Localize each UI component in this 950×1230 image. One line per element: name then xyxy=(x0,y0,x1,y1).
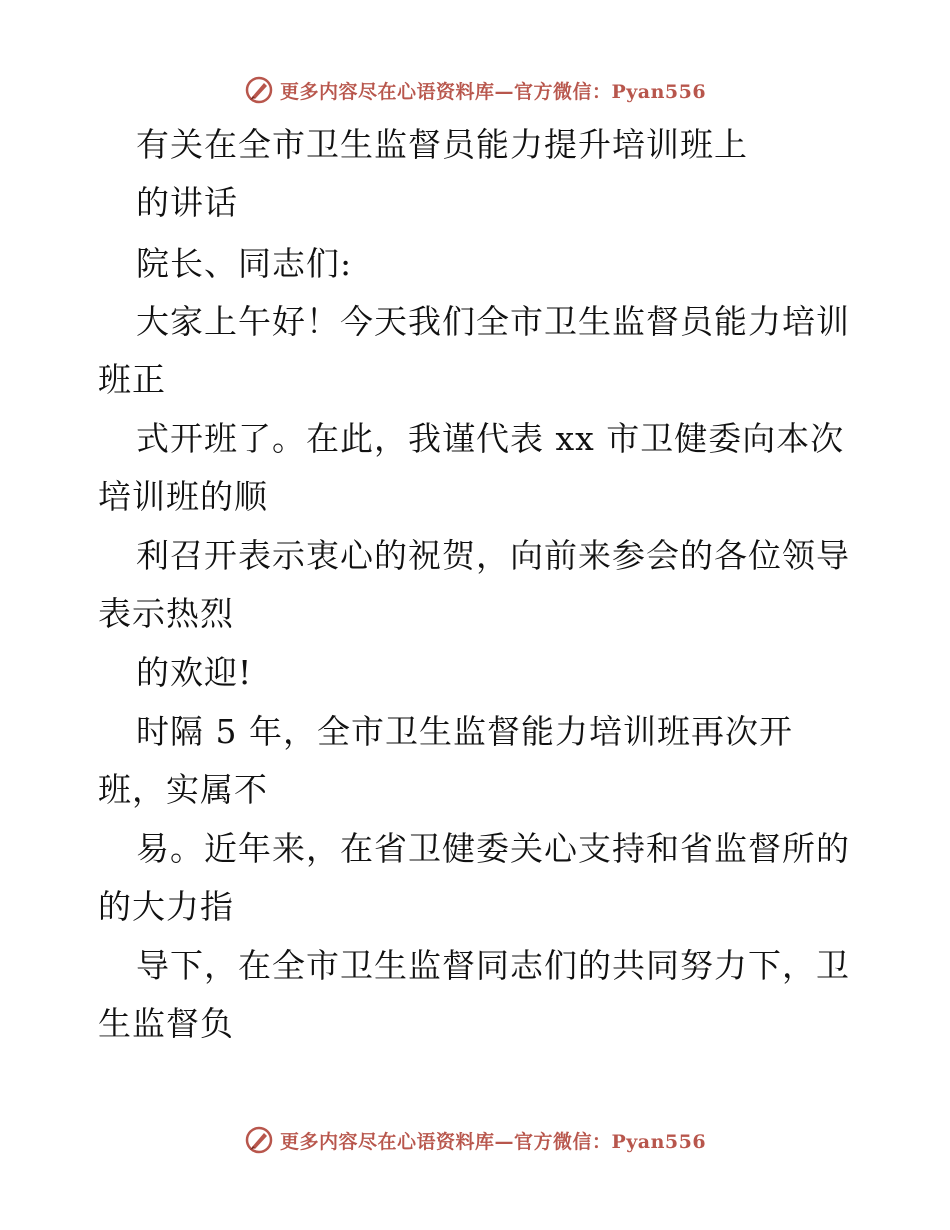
body-line: 式开班了。在此，我谨代表 xx 市卫健委向本次 xyxy=(136,419,845,458)
title-line-2: 的讲话 xyxy=(136,183,238,222)
body-line: 时隔 5 年，全市卫生监督能力培训班再次开 xyxy=(136,712,793,751)
salutation: 院长、同志们: xyxy=(136,244,353,283)
title-line-1: 有关在全市卫生监督员能力提升培训班上 xyxy=(136,125,748,164)
banner-text: 更多内容尽在心语资料库—官方微信：Pyan556 xyxy=(279,80,707,103)
body-line: 培训班的顺 xyxy=(98,477,268,516)
pen-circle-icon xyxy=(244,1125,274,1155)
body-line: 利召开表示衷心的祝贺，向前来参会的各位领导 xyxy=(136,536,850,575)
body-line: 的大力指 xyxy=(98,887,234,926)
body-line: 表示热烈 xyxy=(98,594,234,633)
body-line: 导下，在全市卫生监督同志们的共同努力下，卫 xyxy=(136,946,850,985)
body-line: 生监督负 xyxy=(98,1004,234,1043)
body-line: 班，实属不 xyxy=(98,770,268,809)
body-line: 易。近年来，在省卫健委关心支持和省监督所的 xyxy=(136,829,850,868)
body-line: 班正 xyxy=(98,360,166,399)
banner-text: 更多内容尽在心语资料库—官方微信：Pyan556 xyxy=(279,1130,707,1153)
footer-banner xyxy=(0,1120,950,1160)
body-line: 的欢迎! xyxy=(136,653,253,692)
body-line: 大家上午好！今天我们全市卫生监督员能力培训 xyxy=(136,302,850,341)
